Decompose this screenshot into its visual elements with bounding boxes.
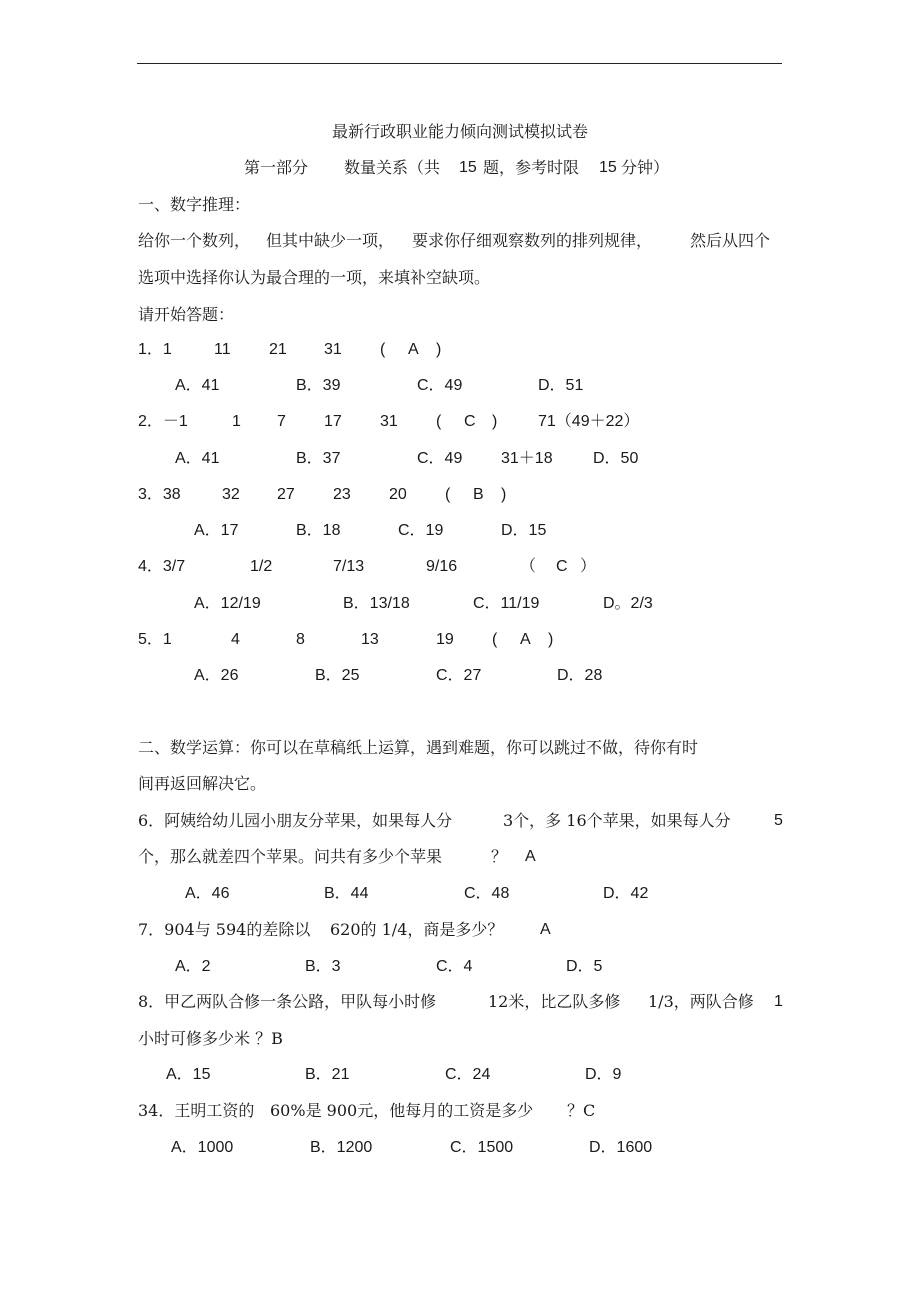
answer-bracket: ) xyxy=(501,486,507,503)
option-d: D．9 xyxy=(585,1066,622,1083)
question-text: 1/3，两队合修 xyxy=(648,992,754,1011)
question-text: 620的 1/4，商是多少？ xyxy=(330,920,504,939)
subtitle-count: 15 xyxy=(459,159,477,176)
document-title: 最新行政职业能力倾向测试模拟试卷 xyxy=(331,122,588,141)
question-text: 3个，多 16个苹果，如果每人分 xyxy=(503,811,731,830)
option-d: D．28 xyxy=(557,667,603,684)
option-c: C．1500 xyxy=(450,1139,514,1156)
answer-letter: B xyxy=(473,486,484,503)
option-d: D。2/3 xyxy=(603,595,653,612)
option-d: D．5 xyxy=(566,958,603,975)
sequence-term: 4 xyxy=(231,631,240,648)
sequence-term: 7 xyxy=(277,413,286,430)
sequence-term: 13 xyxy=(361,631,379,648)
answer-letter: A xyxy=(520,631,531,648)
question-text: 7．904与 594的差除以 xyxy=(138,920,311,939)
question-number: 4．3/7 xyxy=(138,558,186,575)
option-a: A．15 xyxy=(166,1066,211,1083)
option-d: D．1600 xyxy=(589,1139,653,1156)
sequence-term: 27 xyxy=(277,486,295,503)
subtitle-time: 15 xyxy=(599,159,617,176)
question-text: 8．甲乙两队合修一条公路，甲队每小时修 xyxy=(138,992,437,1011)
instruction-part: 选项中选择你认为最合理的一项，来填补空缺项。 xyxy=(138,268,491,287)
option-c: C．27 xyxy=(436,667,482,684)
option-a: A．41 xyxy=(175,377,220,394)
question-text: 12米，比乙队多修 xyxy=(488,992,621,1011)
question-text: 个，那么就差四个苹果。问共有多少个苹果 xyxy=(138,847,443,866)
subtitle-part: 第一部分 xyxy=(244,158,309,177)
answer-note: 31＋18 xyxy=(501,450,553,467)
option-a: A．12/19 xyxy=(194,595,261,612)
question-text: ？ xyxy=(491,847,508,866)
sequence-term: 23 xyxy=(333,486,351,503)
answer-bracket: ) xyxy=(436,341,442,358)
option-d: D．51 xyxy=(538,377,584,394)
option-c: C．48 xyxy=(464,885,510,902)
option-c: C．24 xyxy=(445,1066,491,1083)
answer-bracket: ( xyxy=(492,631,498,648)
answer-letter: ？C xyxy=(567,1101,596,1120)
answer-bracket: ( xyxy=(445,486,451,503)
sequence-term: 7/13 xyxy=(333,558,365,575)
option-b: B．18 xyxy=(296,522,341,539)
answer-letter: C xyxy=(464,413,476,430)
question-number: 2．－1 xyxy=(138,413,188,430)
sequence-term: 1/2 xyxy=(250,558,273,575)
question-text: 34．王明工资的 xyxy=(138,1101,255,1120)
question-text: 60%是 900元，他每月的工资是多少 xyxy=(270,1101,534,1120)
option-b: B．39 xyxy=(296,377,341,394)
option-b: B．37 xyxy=(296,450,341,467)
answer-note: 71（49＋22） xyxy=(538,413,640,430)
subtitle-unit: 分钟） xyxy=(621,158,670,177)
instruction-part: 给你一个数列， xyxy=(138,231,251,250)
option-a: A．46 xyxy=(185,885,230,902)
option-c: C．49 xyxy=(417,450,463,467)
option-b: B．44 xyxy=(324,885,369,902)
answer-bracket: （ xyxy=(520,558,537,575)
option-b: B．3 xyxy=(305,958,341,975)
option-c: C．4 xyxy=(436,958,473,975)
sequence-term: 31 xyxy=(380,413,398,430)
option-b: B．13/18 xyxy=(343,595,410,612)
section2-heading-cont: 间再返回解决它。 xyxy=(138,774,267,793)
sequence-term: 8 xyxy=(296,631,305,648)
subtitle-mid: 题，参考时限 xyxy=(483,158,580,177)
option-b: B．25 xyxy=(315,667,360,684)
question-number: 3．38 xyxy=(138,486,181,503)
answer-letter: C xyxy=(556,558,568,575)
answer-letter: A xyxy=(408,341,419,358)
option-d: D．42 xyxy=(603,885,649,902)
option-a: A．41 xyxy=(175,450,220,467)
option-a: A．17 xyxy=(194,522,239,539)
question-text: 小时可修多少米 ？B xyxy=(138,1029,283,1048)
option-a: A．2 xyxy=(175,958,211,975)
option-c: C．11/19 xyxy=(473,595,540,612)
sequence-term: 9/16 xyxy=(426,558,458,575)
sequence-term: 1 xyxy=(232,413,241,430)
instruction-part: 然后从四个 xyxy=(690,231,771,250)
instruction-part: 但其中缺少一项， xyxy=(266,231,395,250)
option-d: D．15 xyxy=(501,522,547,539)
sequence-term: 32 xyxy=(222,486,240,503)
sequence-term: 19 xyxy=(436,631,454,648)
sequence-term: 31 xyxy=(324,341,342,358)
question-text: 5 xyxy=(774,812,783,829)
sequence-term: 21 xyxy=(269,341,287,358)
answer-bracket: ) xyxy=(548,631,554,648)
answer-bracket: ) xyxy=(492,413,498,430)
start-prompt: 请开始答题： xyxy=(138,305,235,324)
sequence-term: 17 xyxy=(324,413,342,430)
answer-bracket: ( xyxy=(380,341,386,358)
option-b: B．1200 xyxy=(310,1139,373,1156)
option-c: C．49 xyxy=(417,377,463,394)
option-a: A．26 xyxy=(194,667,239,684)
option-c: C．19 xyxy=(398,522,444,539)
option-a: A．1000 xyxy=(171,1139,234,1156)
answer-letter: A xyxy=(540,921,551,938)
section2-heading: 二、数学运算：你可以在草稿纸上运算，遇到难题，你可以跳过不做，待你有时 xyxy=(138,738,699,757)
answer-bracket: ） xyxy=(580,558,597,575)
section1-heading: 一、数字推理： xyxy=(138,195,251,214)
sequence-term: 11 xyxy=(214,341,231,358)
question-text: 6．阿姨给幼儿园小朋友分苹果，如果每人分 xyxy=(138,811,453,830)
question-number: 1．1 xyxy=(138,341,172,358)
option-b: B．21 xyxy=(305,1066,350,1083)
sequence-term: 20 xyxy=(389,486,407,503)
subtitle-name: 数量关系（共 xyxy=(344,158,441,177)
instruction-part: 要求你仔细观察数列的排列规律， xyxy=(412,231,653,250)
question-text: 1 xyxy=(774,993,783,1010)
option-d: D．50 xyxy=(593,450,639,467)
question-number: 5．1 xyxy=(138,631,172,648)
answer-bracket: ( xyxy=(436,413,442,430)
answer-letter: A xyxy=(525,848,536,865)
header-rule xyxy=(137,63,782,64)
